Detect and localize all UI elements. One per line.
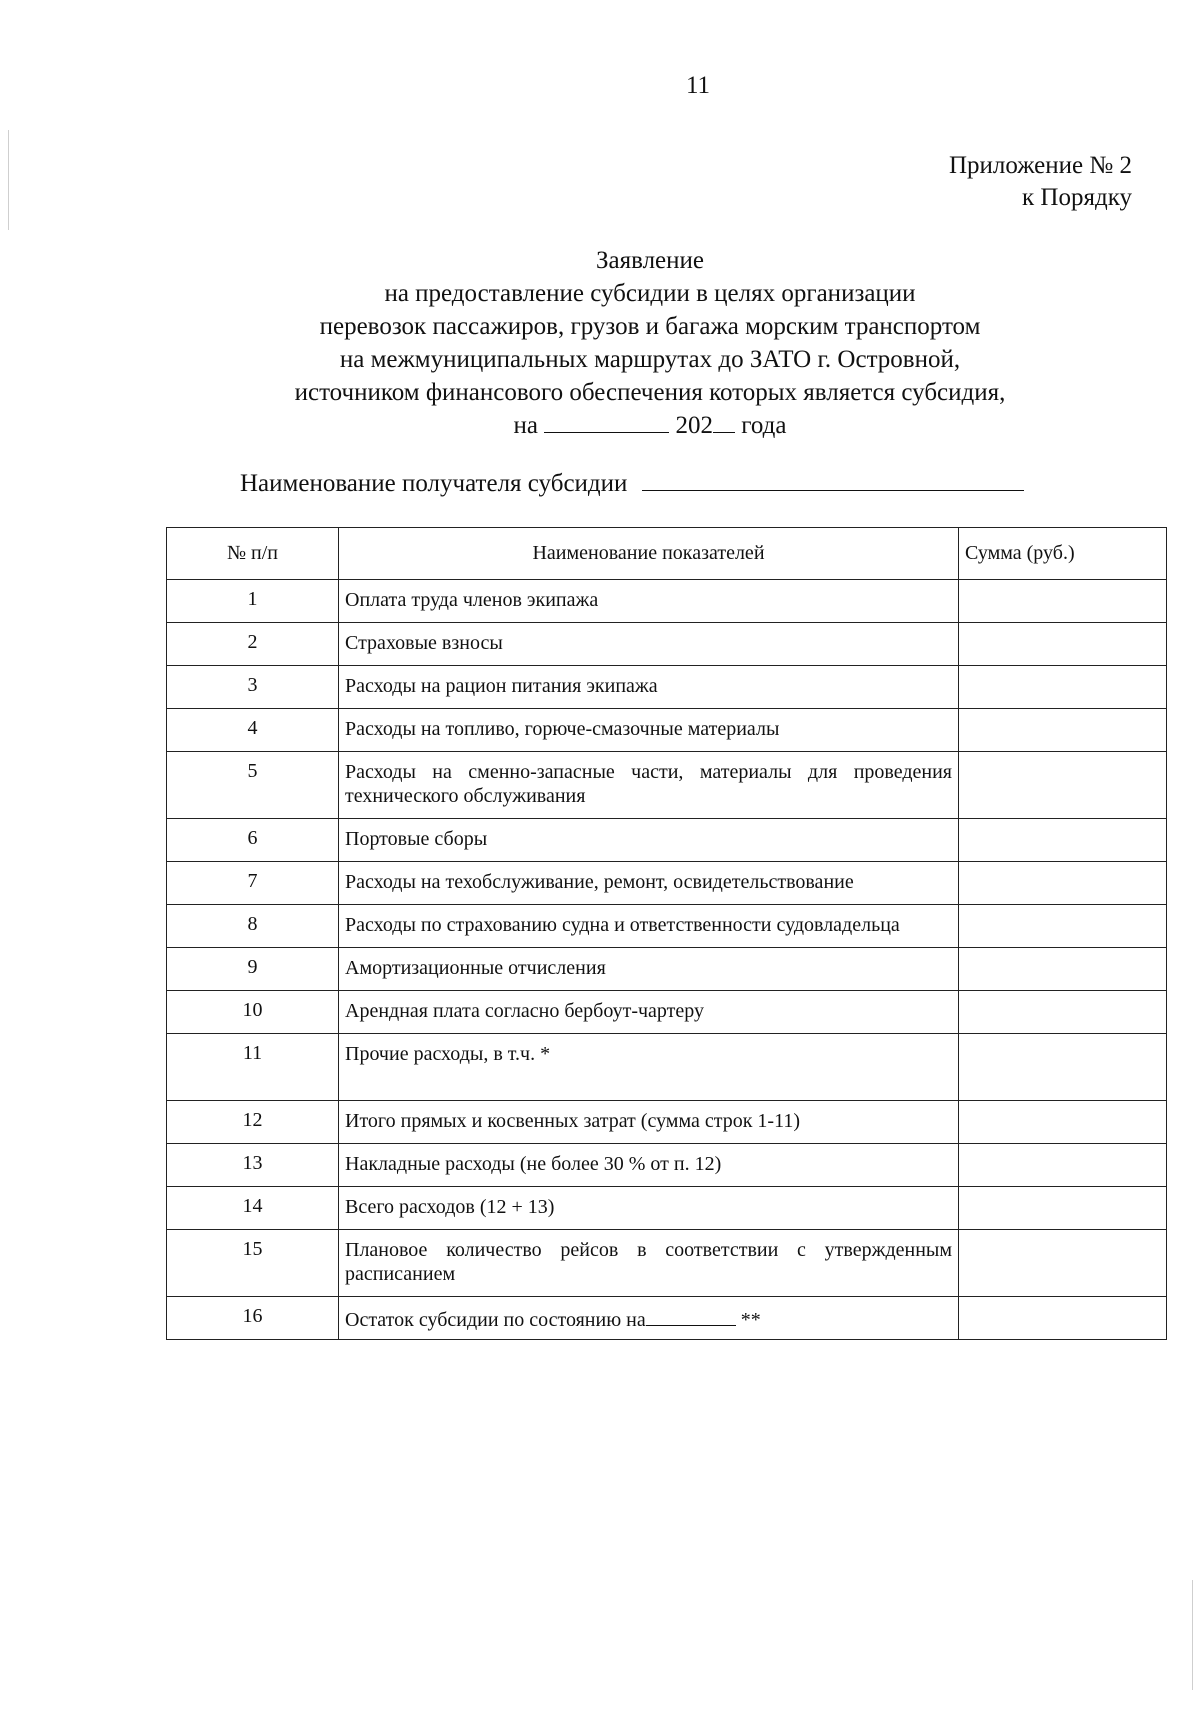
row-num: 1 [167,580,339,623]
row-name-prefix: Остаток субсидии по состоянию на [345,1309,646,1331]
date-suffix: года [741,412,787,439]
header-sum: Сумма (руб.) [959,528,1167,580]
indicators-table [166,527,1167,1340]
row-name: Страховые взносы [339,623,959,666]
page-number: 11 [685,72,711,99]
row-sum-field[interactable] [959,948,1167,991]
year-blank-field[interactable] [713,412,735,433]
table-row [167,1230,1167,1297]
row-name: Расходы на топливо, горюче-смазочные материалы [339,709,959,752]
row-num: 7 [167,862,339,905]
row-num: 11 [167,1034,339,1101]
row-sum-field[interactable] [959,819,1167,862]
table-row [167,709,1167,752]
table-row [167,991,1167,1034]
recipient-label: Наименование получателя субсидии [240,470,628,497]
appendix-reference [949,150,1132,214]
row-sum-field[interactable] [959,580,1167,623]
row-num: 15 [167,1230,339,1297]
title-line: перевозок пассажиров, грузов и багажа морским транспортом [319,313,981,340]
row-num: 13 [167,1144,339,1187]
row-num: 8 [167,905,339,948]
title-line: Заявление [595,247,705,274]
scan-edge-mark [8,130,9,230]
row-num: 6 [167,819,339,862]
table-row [167,666,1167,709]
table-row [167,1101,1167,1144]
table-row [167,1034,1167,1101]
row-sum-field[interactable] [959,991,1167,1034]
header-name: Наименование показателей [339,528,959,580]
title-date-line [200,409,1100,442]
row-num: 3 [167,666,339,709]
table-row [167,905,1167,948]
row-sum-field[interactable] [959,623,1167,666]
header-num: № п/п [167,528,339,580]
recipient-blank-field[interactable] [642,468,1024,491]
row-sum-field[interactable] [959,1034,1167,1101]
title-line: источником финансового обеспечения которых является субсидия, [294,379,1006,406]
row-sum-field[interactable] [959,1297,1167,1340]
row-num: 14 [167,1187,339,1230]
appendix-line: к Порядку [1022,184,1132,211]
row-name: Всего расходов (12 + 13) [339,1187,959,1230]
row-name: Накладные расходы (не более 30 % от п. 12) [339,1144,959,1187]
row-name: Амортизационные отчисления [339,948,959,991]
row-name: Расходы на сменно-запасные части, материалы для проведения технического обслуживания [339,752,959,819]
row-sum-field[interactable] [959,752,1167,819]
table-row [167,862,1167,905]
table-row [167,948,1167,991]
appendix-line: Приложение № 2 [948,152,1132,179]
table-row [167,819,1167,862]
row-sum-field[interactable] [959,1187,1167,1230]
row-sum-field[interactable] [959,1144,1167,1187]
row-num: 10 [167,991,339,1034]
row-num: 12 [167,1101,339,1144]
date-blank-field[interactable] [544,412,669,433]
row-name: Расходы на техобслуживание, ремонт, освидетельствование [339,862,959,905]
row-sum-field[interactable] [959,709,1167,752]
row-name: Арендная плата согласно бербоут-чартеру [339,991,959,1034]
row-name: Портовые сборы [339,819,959,862]
row-sum-field[interactable] [959,666,1167,709]
row-name: Прочие расходы, в т.ч. * [339,1034,959,1101]
scan-edge-mark [1192,1580,1193,1690]
document-title [200,244,1100,442]
row-sum-field[interactable] [959,905,1167,948]
balance-date-blank-field[interactable] [646,1305,736,1326]
table-header-row [167,528,1167,580]
row-sum-field[interactable] [959,862,1167,905]
table-row [167,1144,1167,1187]
date-prefix: на [513,412,538,439]
table-row [167,1297,1167,1340]
row-num: 16 [167,1297,339,1340]
row-num: 9 [167,948,339,991]
table-row [167,580,1167,623]
row-name: Оплата труда членов экипажа [339,580,959,623]
title-line: на предоставление субсидии в целях организации [384,280,916,307]
title-line: на межмуниципальных маршрутах до ЗАТО г. Островной, [339,346,961,373]
row-sum-field[interactable] [959,1230,1167,1297]
row-name [339,1297,959,1340]
row-num: 2 [167,623,339,666]
row-name: Итого прямых и косвенных затрат (сумма строк 1-11) [339,1101,959,1144]
row-sum-field[interactable] [959,1101,1167,1144]
table-row [167,623,1167,666]
row-name: Расходы на рацион питания экипажа [339,666,959,709]
year-prefix: 202 [675,412,713,439]
row-name: Плановое количество рейсов в соответствии с утвержденным расписанием [339,1230,959,1297]
indicators-table-wrap [166,527,1166,1340]
row-num: 5 [167,752,339,819]
row-name-footnote: ** [740,1309,761,1331]
recipient-row [240,468,1024,498]
table-row [167,752,1167,819]
row-num: 4 [167,709,339,752]
table-row [167,1187,1167,1230]
row-name: Расходы по страхованию судна и ответственности судовладельца [339,905,959,948]
